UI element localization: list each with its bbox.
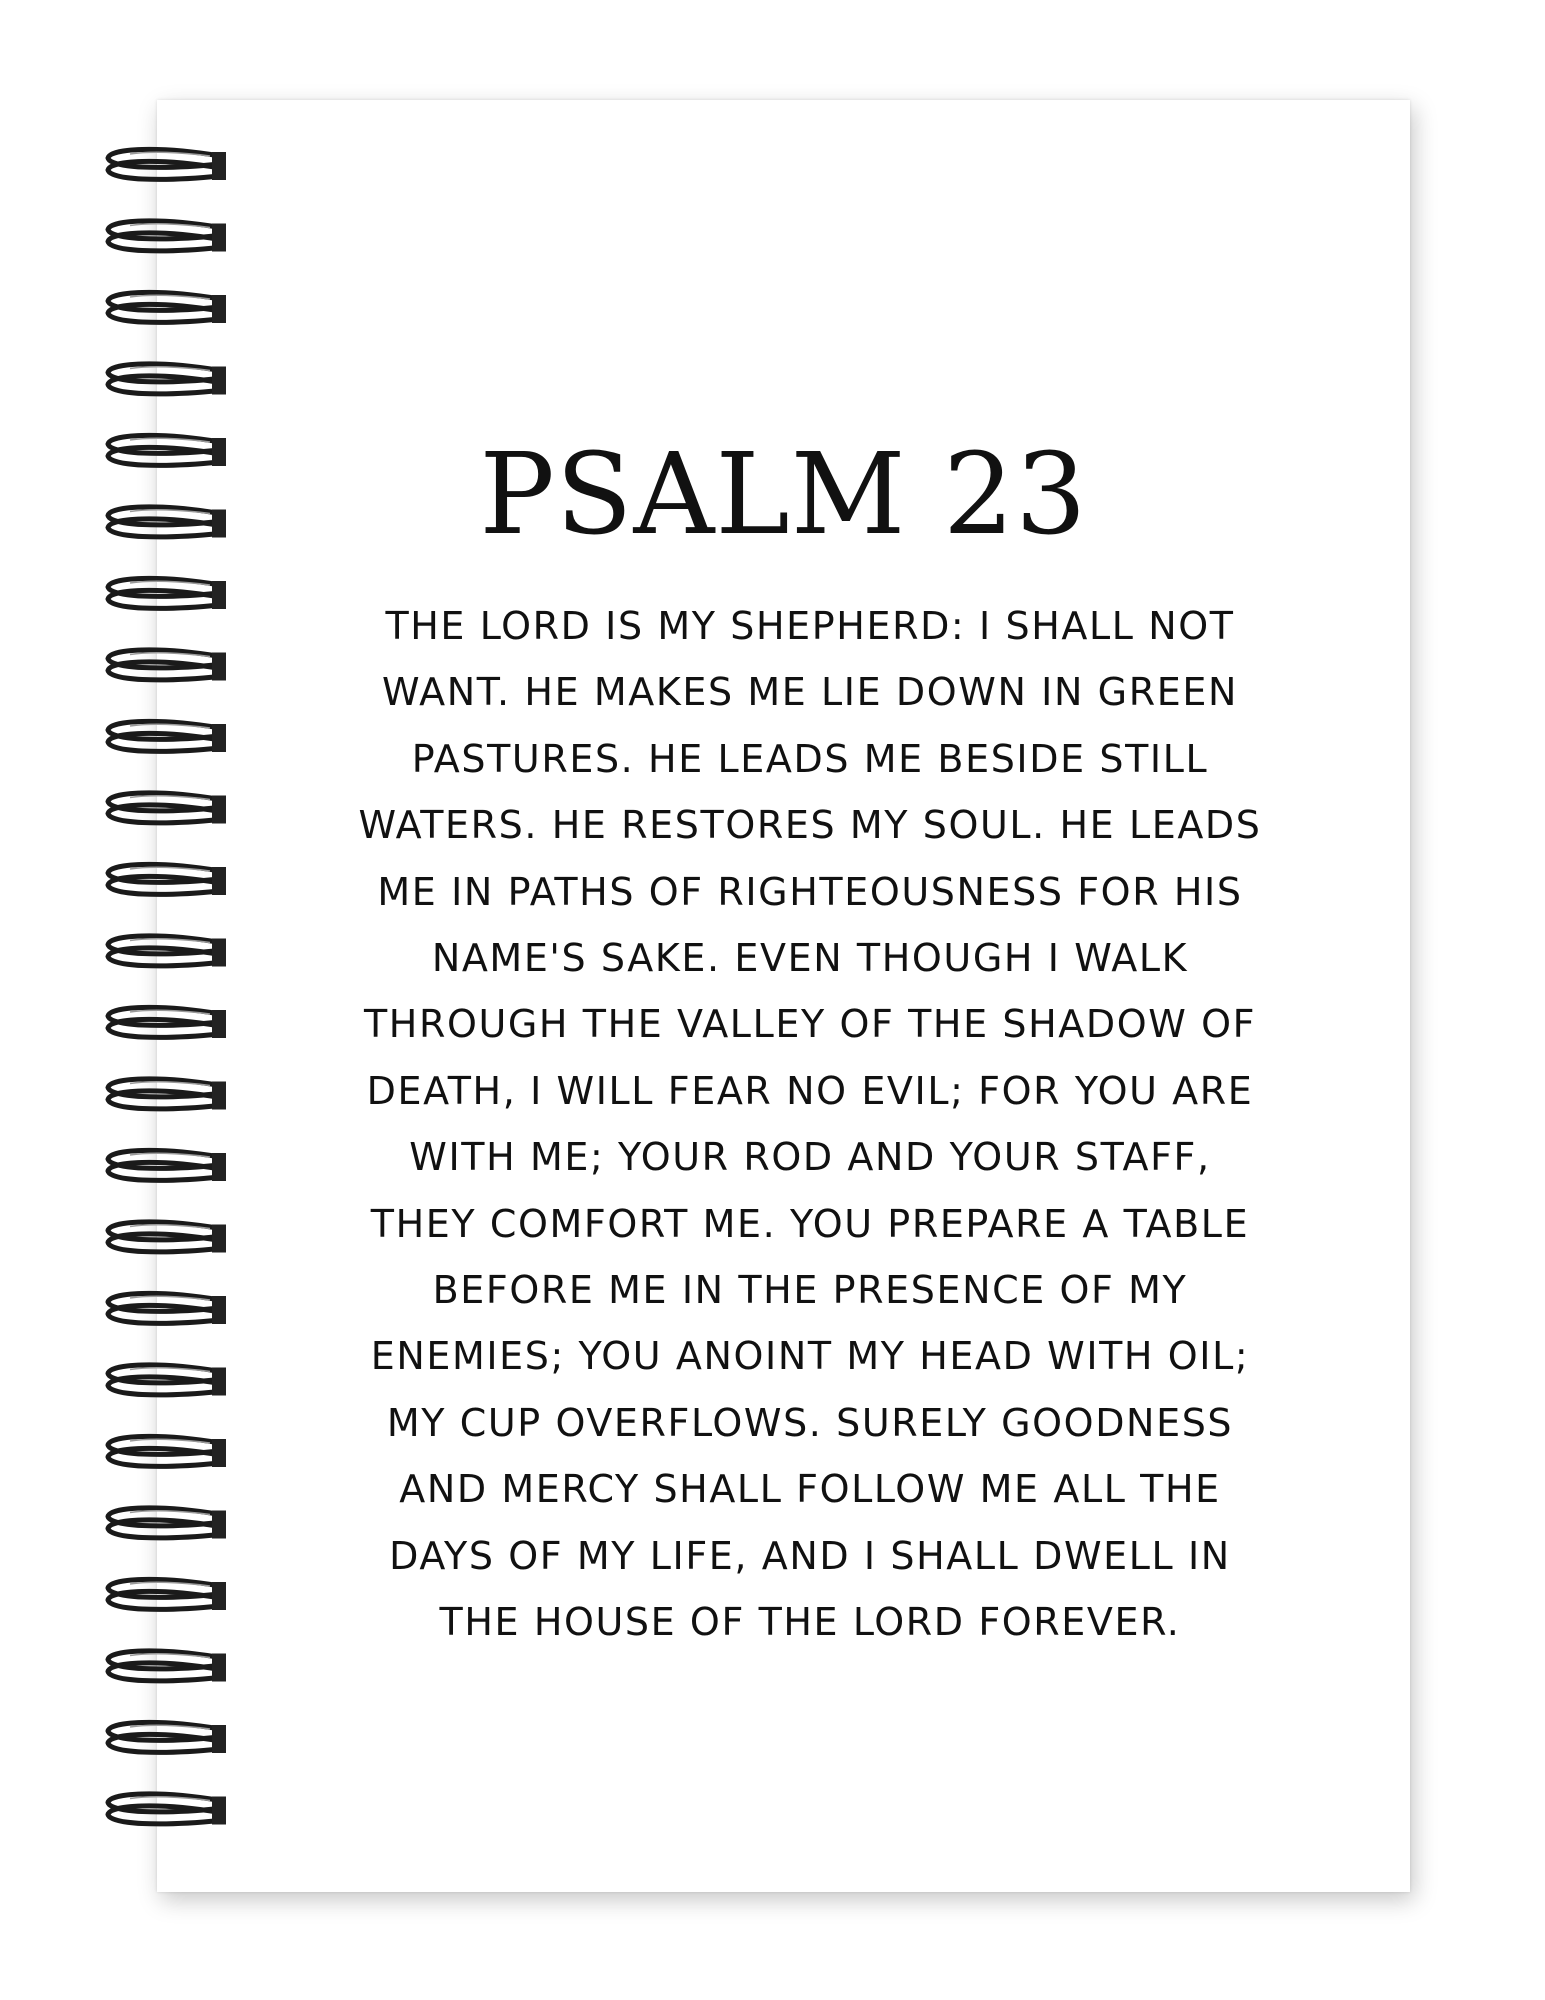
spiral-coil bbox=[108, 1508, 226, 1539]
spiral-coils bbox=[100, 140, 240, 1860]
spiral-coil bbox=[108, 936, 226, 967]
spiral-coil bbox=[108, 864, 226, 895]
spiral-coil bbox=[108, 1150, 226, 1181]
spiral-binding bbox=[100, 140, 240, 1860]
spiral-coil bbox=[108, 1007, 226, 1038]
spiral-coil bbox=[108, 364, 226, 395]
spiral-coil bbox=[108, 1079, 226, 1110]
spiral-coil bbox=[108, 650, 226, 681]
page-title: PSALM 23 bbox=[479, 430, 1088, 560]
spiral-coil bbox=[108, 1436, 226, 1467]
spiral-coil bbox=[108, 721, 226, 752]
spiral-coil bbox=[108, 1222, 226, 1253]
spiral-coil bbox=[108, 793, 226, 824]
spiral-coil bbox=[108, 1722, 226, 1753]
spiral-coil bbox=[108, 578, 226, 609]
verse-text: THE LORD IS MY SHEPHERD: I SHALL NOT WANT. HE MAKES ME LIE DOWN IN GREEN PASTURES. HE LEADS ME BESIDE STILL WATERS. HE RESTORES MY SOUL. HE LEADS ME IN PATHS OF RIGHTEOUSNESS FOR HIS NAME'S SAKE. EVEN THOUGH I WALK THROUGH THE VALLEY OF THE SHADOW OF DEATH, I WILL FEAR NO EVIL; FOR YOU ARE WITH ME; YOUR ROD AND YOUR STAFF, THEY COMFORT ME. YOU PREPARE A TABLE BEFORE ME IN THE PRESENCE OF MY ENEMIES; YOU ANOINT MY HEAD WITH OIL; MY CUP OVERFLOWS. SURELY GOODNESS AND MERCY SHALL FOLLOW ME ALL THE DAYS OF MY LIFE, AND I SHALL DWELL IN THE HOUSE OF THE LORD FOREVER. bbox=[358, 604, 1262, 1645]
spiral-coil bbox=[108, 1293, 226, 1324]
spiral-coil bbox=[108, 292, 226, 323]
spiral-coil bbox=[108, 221, 226, 252]
spiral-coil bbox=[108, 1365, 226, 1396]
spiral-coil bbox=[108, 1579, 226, 1610]
spiral-coil bbox=[108, 1794, 226, 1825]
spiral-coil bbox=[108, 1651, 226, 1682]
spiral-coil bbox=[108, 149, 226, 180]
